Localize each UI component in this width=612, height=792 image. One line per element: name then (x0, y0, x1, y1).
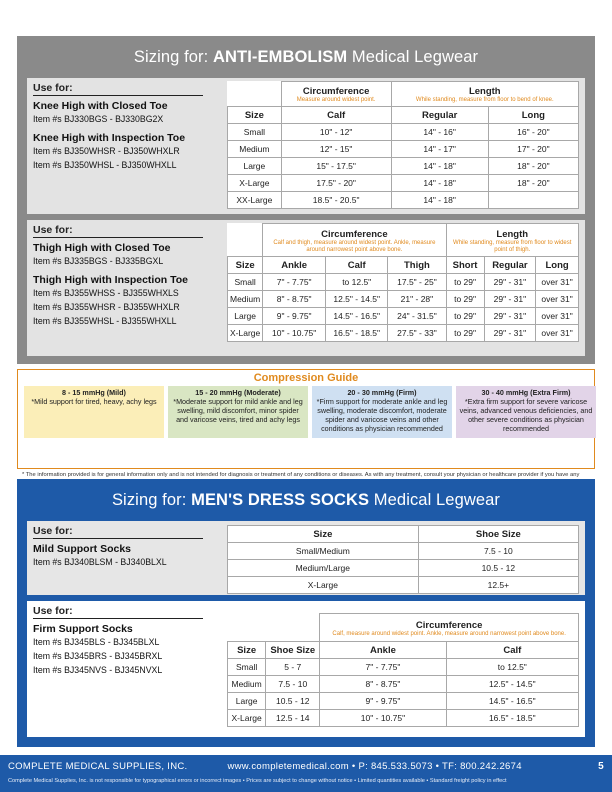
table-cell: 14" - 17" (391, 141, 488, 158)
table-cell: Small (228, 274, 263, 291)
table-cell: 12" - 15" (281, 141, 391, 158)
table-cell: Small (228, 659, 266, 676)
circumference-header: Circumference Calf, measure around widest point. Ankle, measure around narrowest point above bone. (320, 614, 579, 642)
contact-info: www.completemedical.com • P: 845.533.5073 • TF: 800.242.2674 (227, 761, 522, 772)
table-row (228, 560, 579, 577)
column-header: Ankle (320, 642, 446, 659)
table-cell: 17.5" - 25" (388, 274, 446, 291)
table-cell: 9" - 9.75" (263, 308, 326, 325)
table-cell: Large (228, 693, 266, 710)
table-cell: 14.5" - 16.5" (326, 308, 388, 325)
table-cell: 14" - 16" (391, 124, 488, 141)
column-header: Regular (391, 107, 488, 124)
table-cell: Medium/Large (228, 560, 419, 577)
table-cell: over 31" (536, 308, 579, 325)
column-header: Shoe Size (418, 526, 578, 543)
table-row (228, 325, 579, 342)
table-cell: X-Large (228, 175, 282, 192)
column-header: Calf (446, 642, 578, 659)
fine-print: Complete Medical Supplies, Inc. is not responsible for typographical errors or incorrect images • Prices are subject to change without notice • Limited quantities available • Standard freight policy in effect (8, 778, 507, 784)
table-cell: Large (228, 158, 282, 175)
firm-socks-table (227, 613, 579, 727)
table-cell: XX-Large (228, 192, 282, 209)
table-cell: X-Large (228, 325, 263, 342)
mild-use-for: Use for: Mild Support Socks Item #s BJ340BLSM - BJ340BLXL (33, 525, 203, 570)
column-header: Size (228, 526, 419, 543)
table-cell: 14" - 18" (391, 192, 488, 209)
table-row (228, 291, 579, 308)
table-cell: 12.5+ (418, 577, 578, 594)
anti-embolism-section (17, 36, 595, 364)
column-header: Ankle (263, 257, 326, 274)
column-header: Long (536, 257, 579, 274)
table-cell: 16.5" - 18.5" (326, 325, 388, 342)
column-header: Size (228, 257, 263, 274)
table-cell: 14" - 18" (391, 175, 488, 192)
table-cell: 29" - 31" (484, 308, 536, 325)
thigh-high-panel (27, 220, 585, 356)
table-row (228, 141, 579, 158)
mens-socks-title: Sizing for: MEN'S DRESS SOCKS Medical Legwear (111, 491, 501, 509)
circumference-header: Circumference Measure around widest point. (281, 82, 391, 107)
table-cell: 29" - 31" (484, 274, 536, 291)
table-row (228, 659, 579, 676)
table-cell: 7" - 7.75" (263, 274, 326, 291)
footer (0, 755, 612, 792)
compression-mild: 8 - 15 mmHg (Mild) *Mild support for tired, heavy, achy legs (24, 386, 164, 438)
thigh-use-for: Use for: Thigh High with Closed Toe Item #s BJ335BGS - BJ335BGXL Thigh High with Inspection Toe Item #s BJ355WHSS - BJ355WHXLS Item #s BJ355WHSR - BJ355WHXLR Item #s BJ355WHSL - BJ355WHXLL (33, 224, 203, 329)
table-cell: 9" - 9.75" (320, 693, 446, 710)
table-cell: 21" - 28" (388, 291, 446, 308)
disclaimer: * The information provided is for general information only and is not intended for diagnosis or treatment of any conditions or diseases. As with any treatment, consult your physician or healthcare provider if you have any (22, 472, 580, 478)
knee-use-for: Use for: Knee High with Closed Toe Item #s BJ330BGS - BJ330BG2X Knee High with Inspection Toe Item #s BJ350WHSR - BJ350WHXLR Item #s BJ350WHSL - BJ350WHXLL (33, 82, 203, 173)
table-row (228, 124, 579, 141)
table-cell: 7.5 - 10 (418, 543, 578, 560)
table-cell: to 12.5" (446, 659, 578, 676)
column-header: Short (446, 257, 484, 274)
column-header: Long (488, 107, 578, 124)
table-cell: Medium (228, 141, 282, 158)
circumference-header: Circumference Calf and thigh, measure around widest point. Ankle, measure around narrowest point above bone. (263, 224, 446, 257)
table-cell: Medium (228, 676, 266, 693)
table-row (228, 710, 579, 727)
table-cell: 7" - 7.75" (320, 659, 446, 676)
length-header: Length While standing, measure from floor to bend of knee. (391, 82, 578, 107)
table-cell: 18" - 20" (488, 158, 578, 175)
table-cell: 16.5" - 18.5" (446, 710, 578, 727)
table-cell: 14" - 18" (391, 158, 488, 175)
table-cell: to 29" (446, 291, 484, 308)
column-header: Calf (326, 257, 388, 274)
column-header: Calf (281, 107, 391, 124)
page-number: 5 (598, 761, 604, 772)
table-cell: Small (228, 124, 282, 141)
table-cell: 18" - 20" (488, 175, 578, 192)
table-cell: 29" - 31" (484, 291, 536, 308)
compression-moderate: 15 - 20 mmHg (Moderate) *Moderate support for mild ankle and leg swelling, mild discomfort, minor spider and varicose veins, tired and achy legs (168, 386, 308, 438)
company-name: COMPLETE MEDICAL SUPPLIES, INC. (8, 761, 188, 772)
table-cell: to 12.5" (326, 274, 388, 291)
table-cell: Small/Medium (228, 543, 419, 560)
knee-size-table (227, 81, 579, 209)
firm-use-for: Use for: Firm Support Socks Item #s BJ345BLS - BJ345BLXL Item #s BJ345BRS - BJ345BRXL Item #s BJ345NVS - BJ345NVXL (33, 605, 203, 678)
table-cell: 15" - 17.5" (281, 158, 391, 175)
table-cell: 17.5" - 20" (281, 175, 391, 192)
mens-socks-section (17, 479, 595, 747)
table-cell: 10" - 12" (281, 124, 391, 141)
table-cell: to 29" (446, 308, 484, 325)
column-header: Regular (484, 257, 536, 274)
table-cell: 10" - 10.75" (263, 325, 326, 342)
table-cell: 18.5" - 20.5" (281, 192, 391, 209)
column-header: Size (228, 107, 282, 124)
table-cell: to 29" (446, 274, 484, 291)
table-row (228, 676, 579, 693)
table-cell: 10" - 10.75" (320, 710, 446, 727)
table-cell: 14.5" - 16.5" (446, 693, 578, 710)
length-header: Length While standing, measure from floor to widest point of thigh. (446, 224, 579, 257)
knee-high-panel (27, 78, 585, 214)
table-cell: 12.5 - 14 (266, 710, 320, 727)
table-cell: 10.5 - 12 (266, 693, 320, 710)
table-cell: Medium (228, 291, 263, 308)
mild-socks-panel (27, 521, 585, 595)
table-cell: 24" - 31.5" (388, 308, 446, 325)
table-cell: over 31" (536, 291, 579, 308)
table-row (228, 274, 579, 291)
table-cell: 10.5 - 12 (418, 560, 578, 577)
thigh-size-table (227, 223, 579, 342)
table-row (228, 577, 579, 594)
table-cell: over 31" (536, 274, 579, 291)
table-cell: 29" - 31" (484, 325, 536, 342)
column-header: Shoe Size (266, 642, 320, 659)
table-cell (488, 192, 578, 209)
table-cell: Large (228, 308, 263, 325)
table-row (228, 175, 579, 192)
table-cell: 5 - 7 (266, 659, 320, 676)
table-cell: 12.5" - 14.5" (446, 676, 578, 693)
table-cell: 7.5 - 10 (266, 676, 320, 693)
table-row (228, 543, 579, 560)
compression-guide (17, 369, 595, 469)
table-row (228, 308, 579, 325)
table-cell: X-Large (228, 577, 419, 594)
column-header: Size (228, 642, 266, 659)
table-cell: 16" - 20" (488, 124, 578, 141)
table-row (228, 192, 579, 209)
table-cell: over 31" (536, 325, 579, 342)
compression-extra-firm: 30 - 40 mmHg (Extra Firm) *Extra firm support for severe varicose veins, advanced venous deficiencies, and other severe conditions as physician recommended (456, 386, 596, 438)
table-cell: 12.5" - 14.5" (326, 291, 388, 308)
table-cell: 27.5" - 33" (388, 325, 446, 342)
table-cell: 17" - 20" (488, 141, 578, 158)
table-cell: 8" - 8.75" (320, 676, 446, 693)
anti-embolism-title: Sizing for: ANTI-EMBOLISM Medical Legwear (133, 48, 479, 66)
table-cell: 8" - 8.75" (263, 291, 326, 308)
table-row (228, 158, 579, 175)
table-cell: X-Large (228, 710, 266, 727)
firm-socks-panel (27, 601, 585, 737)
table-row (228, 693, 579, 710)
mild-socks-table (227, 525, 579, 594)
table-cell: to 29" (446, 325, 484, 342)
compression-guide-title: Compression Guide (253, 372, 359, 384)
compression-firm: 20 - 30 mmHg (Firm) *Firm support for moderate ankle and leg swelling, moderate discomfort, moderate spider and varicose veins and other conditions as physician recommended (312, 386, 452, 438)
column-header: Thigh (388, 257, 446, 274)
